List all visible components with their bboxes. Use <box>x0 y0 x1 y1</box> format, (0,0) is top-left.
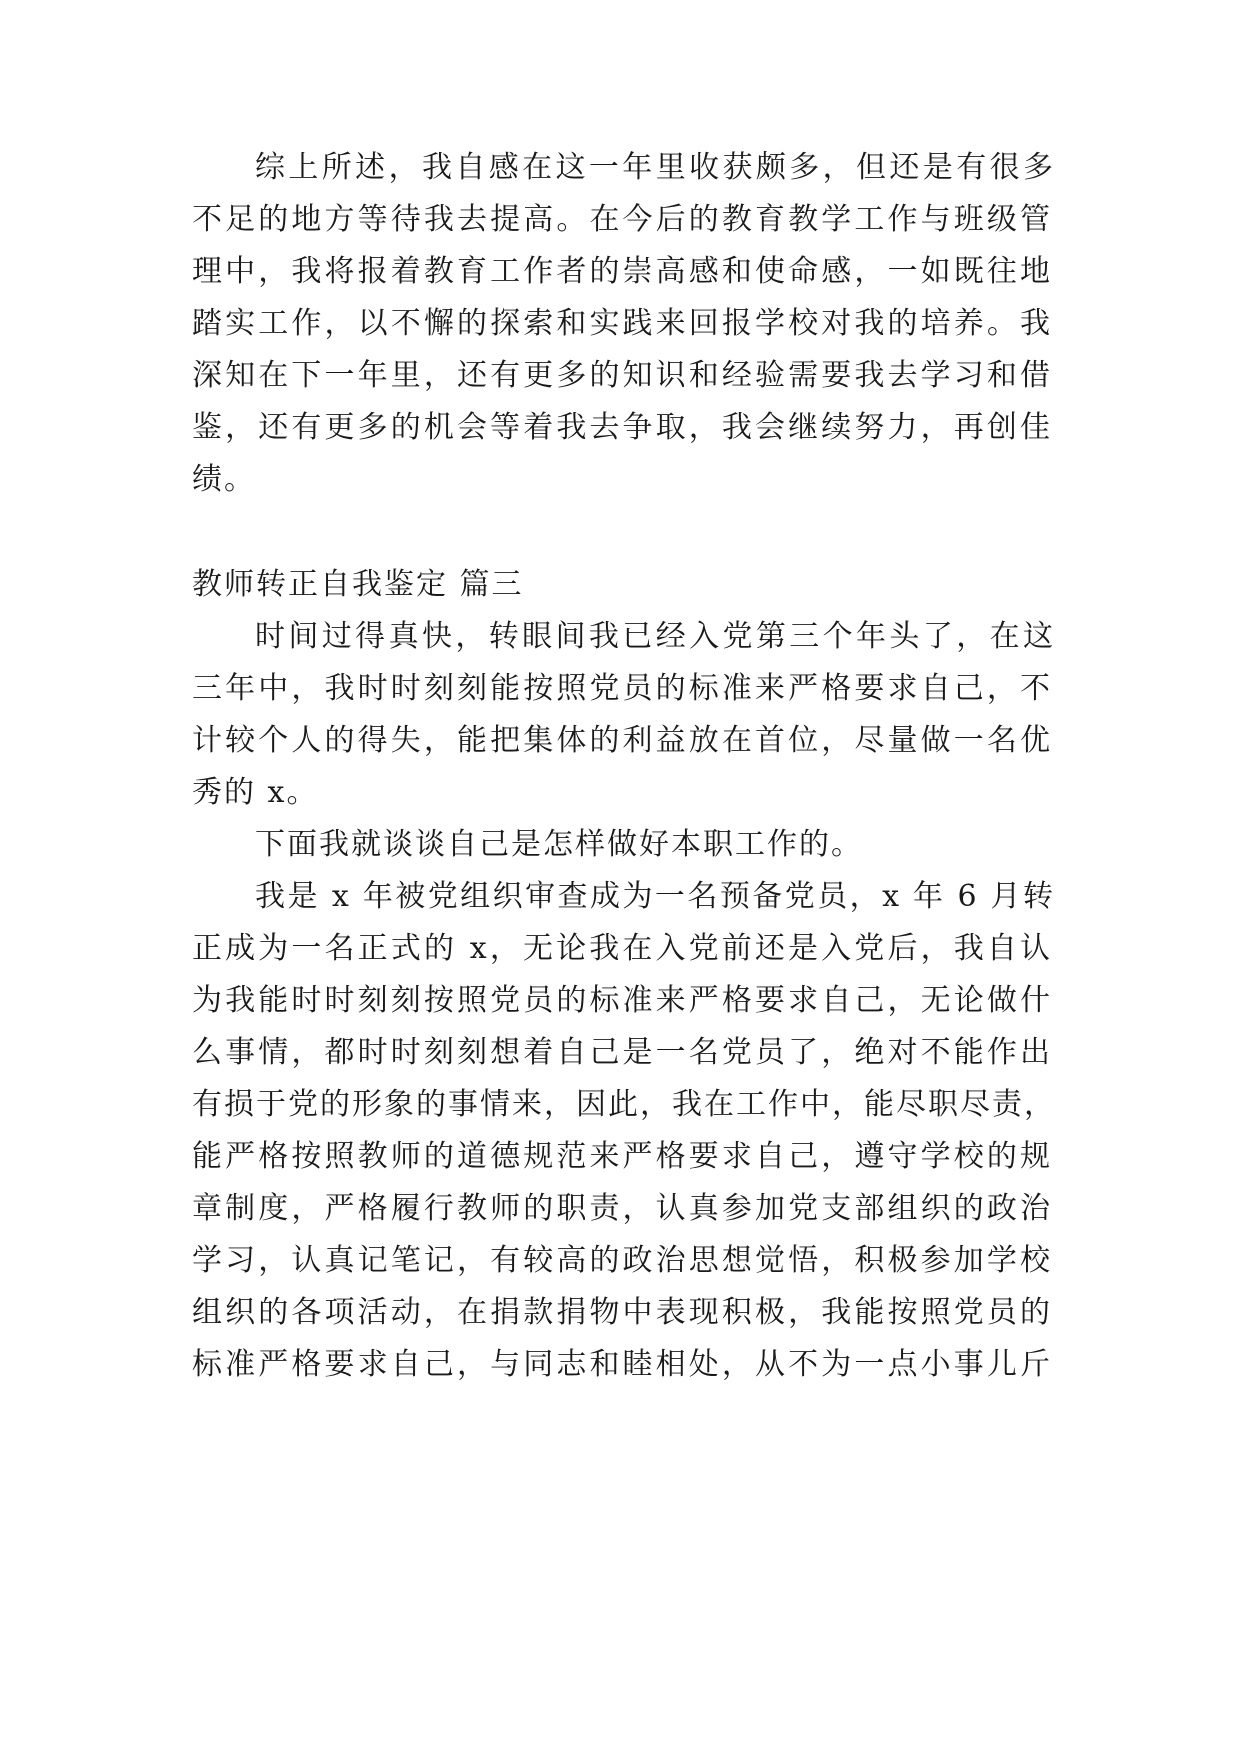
paragraph-4-line-4: 么事情，都时时刻刻想着自己是一名党员了，绝对不能作出 <box>192 1035 1052 1070</box>
paragraph-2-line-4: 秀的 x。 <box>192 775 319 810</box>
paragraph-1-line-3: 理中，我将报着教育工作者的崇高感和使命感，一如既往地 <box>192 254 1052 289</box>
paragraph-4-line-10: 标准严格要求自己，与同志和睦相处，从不为一点小事儿斤 <box>192 1347 1052 1382</box>
paragraph-3-line-1: 下面我就谈谈自己是怎样做好本职工作的。 <box>255 827 863 862</box>
paragraph-4-line-2: 正成为一名正式的 x，无论我在入党前还是入党后，我自认 <box>192 931 1052 966</box>
paragraph-4-line-1: 我是 x 年被党组织审查成为一名预备党员，x 年 6 月转 <box>255 879 1055 914</box>
paragraph-4-line-6: 能严格按照教师的道德规范来严格要求自己，遵守学校的规 <box>192 1139 1052 1174</box>
paragraph-1-line-1: 综上所述，我自感在这一年里收获颇多，但还是有很多 <box>255 150 1055 185</box>
paragraph-4-line-7: 章制度，严格履行教师的职责，认真参加党支部组织的政治 <box>192 1191 1052 1226</box>
paragraph-1-line-2: 不足的地方等待我去提高。在今后的教育教学工作与班级管 <box>192 202 1052 237</box>
paragraph-1-line-5: 深知在下一年里，还有更多的知识和经验需要我去学习和借 <box>192 358 1052 393</box>
paragraph-1-line-7: 绩。 <box>192 462 256 497</box>
paragraph-4-line-5: 有损于党的形象的事情来，因此，我在工作中，能尽职尽责， <box>192 1087 1056 1122</box>
section-heading: 教师转正自我鉴定 篇三 <box>192 567 524 602</box>
paragraph-2-line-2: 三年中，我时时刻刻能按照党员的标准来严格要求自己，不 <box>192 671 1052 706</box>
paragraph-2-line-1: 时间过得真快，转眼间我已经入党第三个年头了，在这 <box>255 619 1055 654</box>
paragraph-4-line-8: 学习，认真记笔记，有较高的政治思想觉悟，积极参加学校 <box>192 1243 1052 1278</box>
paragraph-1-line-6: 鉴，还有更多的机会等着我去争取，我会继续努力，再创佳 <box>192 410 1052 445</box>
paragraph-2-line-3: 计较个人的得失，能把集体的利益放在首位，尽量做一名优 <box>192 723 1052 758</box>
paragraph-4-line-9: 组织的各项活动，在捐款捐物中表现积极，我能按照党员的 <box>192 1295 1052 1330</box>
paragraph-1-line-4: 踏实工作，以不懈的探索和实践来回报学校对我的培养。我 <box>192 306 1052 341</box>
paragraph-4-line-3: 为我能时时刻刻按照党员的标准来严格要求自己，无论做什 <box>192 983 1052 1018</box>
